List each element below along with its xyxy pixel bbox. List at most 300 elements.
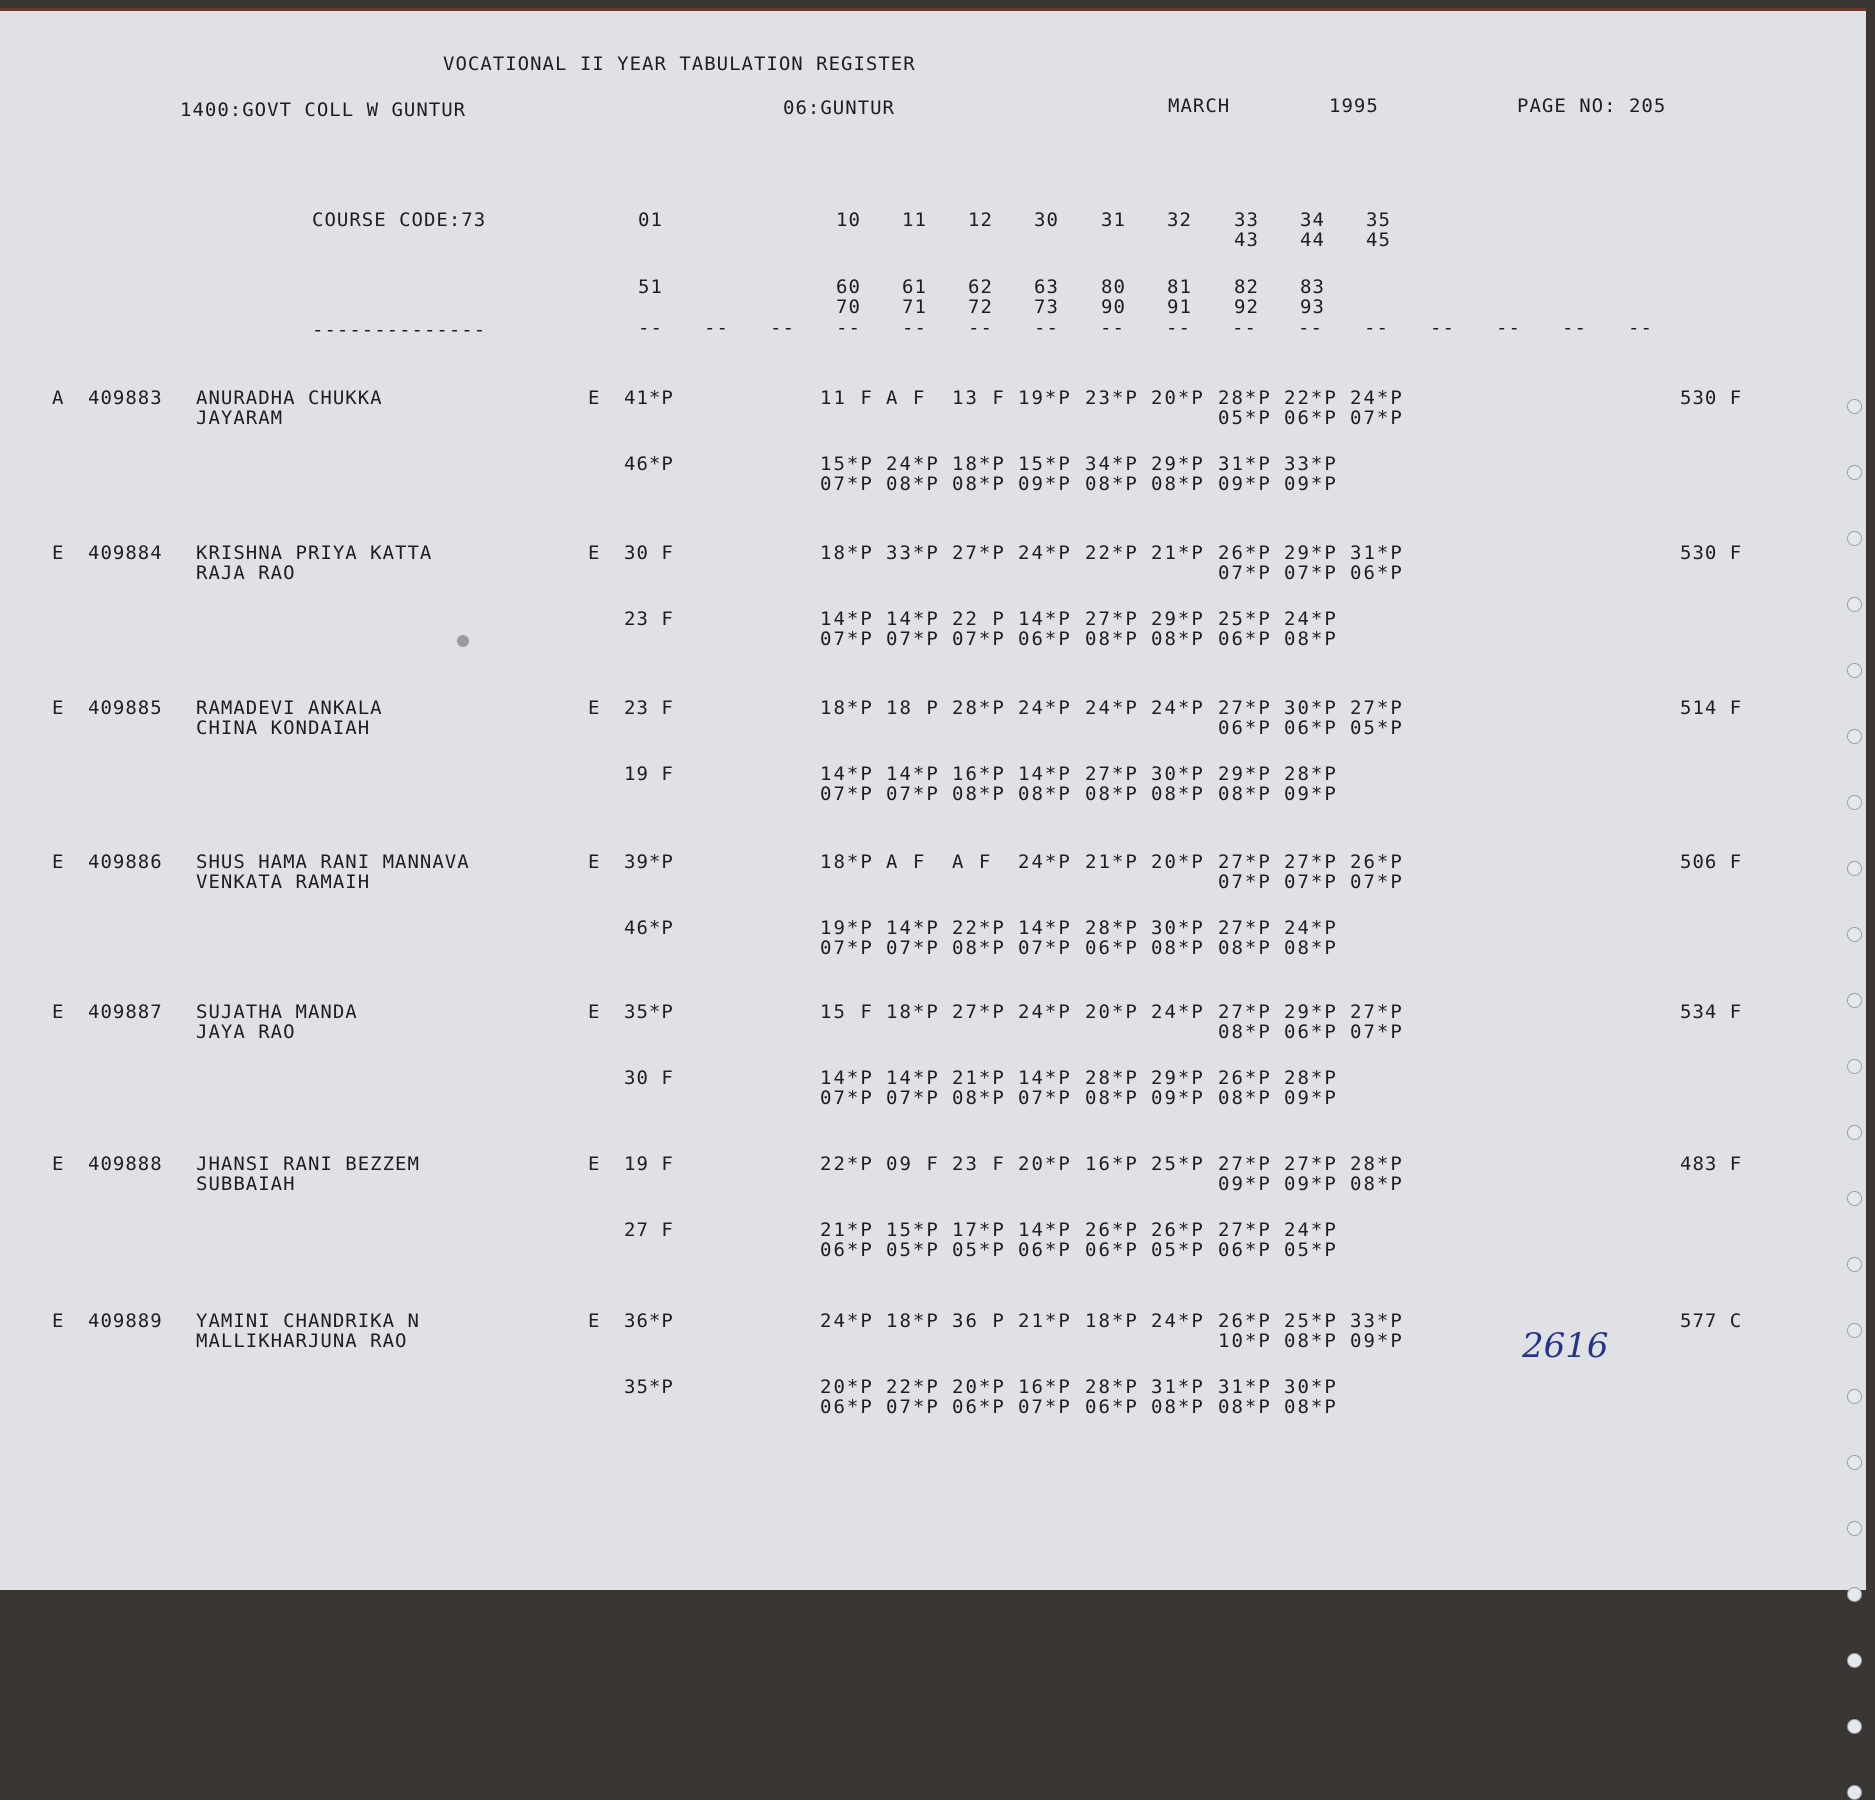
subject-mark: 14*P bbox=[820, 608, 874, 630]
subject-mark: 15*P bbox=[1018, 453, 1072, 475]
subject-mark: 28*P bbox=[1218, 387, 1272, 409]
subject-mark: 28*P bbox=[1284, 1067, 1338, 1089]
subject-mark: 26*P bbox=[1218, 1310, 1272, 1332]
feed-hole bbox=[1847, 1653, 1862, 1668]
subject-mark: 29*P bbox=[1284, 542, 1338, 564]
category-code: A bbox=[52, 387, 65, 409]
subject-mark: 14*P bbox=[1018, 763, 1072, 785]
medium-code: E bbox=[588, 387, 601, 409]
subject-mark: 30*P bbox=[1284, 697, 1338, 719]
subject-mark: 30*P bbox=[1284, 1376, 1338, 1398]
subject-mark: 08*P bbox=[952, 937, 1006, 959]
column-rule: -- bbox=[1100, 317, 1125, 339]
subject-mark: 14*P bbox=[886, 763, 940, 785]
subject-mark: 24*P bbox=[1284, 917, 1338, 939]
subject-mark: 11 F bbox=[820, 387, 874, 409]
exam-month: MARCH bbox=[1168, 95, 1231, 117]
subject-mark: 08*P bbox=[1085, 783, 1139, 805]
column-rule: -- bbox=[1628, 317, 1653, 339]
subject-mark: 33*P bbox=[886, 542, 940, 564]
subject-mark: 29*P bbox=[1151, 453, 1205, 475]
father-name: VENKATA RAMAIH bbox=[196, 871, 371, 893]
subject-mark: 07*P bbox=[886, 1087, 940, 1109]
feed-hole bbox=[1847, 399, 1862, 414]
subject-mark: 22*P bbox=[886, 1376, 940, 1398]
subject-mark: 24*P bbox=[1085, 697, 1139, 719]
subject-mark: 15*P bbox=[886, 1219, 940, 1241]
feed-hole bbox=[1847, 927, 1862, 942]
part1-code-row2: 51 bbox=[638, 276, 663, 298]
header-rule: -------------- bbox=[312, 319, 487, 341]
subject-code: 43 bbox=[1234, 229, 1259, 251]
subject-mark: 24*P bbox=[1018, 542, 1072, 564]
subject-mark: 24*P bbox=[1018, 1001, 1072, 1023]
college-code: 1400:GOVT COLL W GUNTUR bbox=[180, 99, 467, 121]
total-result: 514 F bbox=[1680, 697, 1743, 719]
subject-mark: 27*P bbox=[1284, 851, 1338, 873]
subject-mark: 27*P bbox=[1284, 1153, 1338, 1175]
subject-code: 91 bbox=[1167, 296, 1192, 318]
subject-mark: 07*P bbox=[1284, 871, 1338, 893]
subject-mark: 24*P bbox=[1350, 387, 1404, 409]
subject-mark: 27*P bbox=[1085, 763, 1139, 785]
student-name: YAMINI CHANDRIKA N bbox=[196, 1310, 420, 1332]
exam-year: 1995 bbox=[1329, 95, 1379, 117]
subject-mark: 31*P bbox=[1151, 1376, 1205, 1398]
subject-mark: 05*P bbox=[1218, 407, 1272, 429]
father-name: JAYARAM bbox=[196, 407, 284, 429]
column-rule: -- bbox=[1496, 317, 1521, 339]
subject-code: 92 bbox=[1234, 296, 1259, 318]
hall-ticket-number: 409884 bbox=[88, 542, 163, 564]
subject-code: 34 bbox=[1300, 209, 1325, 231]
hall-ticket-number: 409887 bbox=[88, 1001, 163, 1023]
subject-mark: 07*P bbox=[886, 628, 940, 650]
subject-mark: 07*P bbox=[1350, 407, 1404, 429]
hall-ticket-number: 409885 bbox=[88, 697, 163, 719]
subject-mark: 27*P bbox=[1218, 1153, 1272, 1175]
subject-mark: 14*P bbox=[886, 917, 940, 939]
subject-mark: 20*P bbox=[952, 1376, 1006, 1398]
subject-mark: 06*P bbox=[1284, 1021, 1338, 1043]
subject-mark: 29*P bbox=[1151, 1067, 1205, 1089]
handwritten-note: 2616 bbox=[1522, 1326, 1609, 1366]
student-name: KRISHNA PRIYA KATTA bbox=[196, 542, 433, 564]
part1-mark: 23 F bbox=[624, 697, 674, 719]
subject-mark: 06*P bbox=[1018, 1239, 1072, 1261]
subject-mark: 08*P bbox=[952, 473, 1006, 495]
subject-mark: 05*P bbox=[886, 1239, 940, 1261]
subject-code: 82 bbox=[1234, 276, 1259, 298]
subject-mark: 16*P bbox=[1085, 1153, 1139, 1175]
subject-mark: 08*P bbox=[1218, 937, 1272, 959]
hall-ticket-number: 409888 bbox=[88, 1153, 163, 1175]
register-title: VOCATIONAL II YEAR TABULATION REGISTER bbox=[443, 53, 916, 75]
subject-mark: 06*P bbox=[952, 1396, 1006, 1418]
column-rule: -- bbox=[836, 317, 861, 339]
subject-mark: 23 F bbox=[952, 1153, 1006, 1175]
medium-code: E bbox=[588, 851, 601, 873]
subject-mark: 28*P bbox=[1350, 1153, 1404, 1175]
subject-mark: 05*P bbox=[1151, 1239, 1205, 1261]
feed-hole bbox=[1847, 795, 1862, 810]
hall-ticket-number: 409889 bbox=[88, 1310, 163, 1332]
subject-mark: 20*P bbox=[1018, 1153, 1072, 1175]
total-result: 530 F bbox=[1680, 542, 1743, 564]
subject-code: 61 bbox=[902, 276, 927, 298]
subject-mark: 05*P bbox=[1350, 717, 1404, 739]
subject-mark: 07*P bbox=[1018, 1087, 1072, 1109]
student-name: JHANSI RANI BEZZEM bbox=[196, 1153, 420, 1175]
subject-code: 90 bbox=[1101, 296, 1126, 318]
column-rule: -- bbox=[704, 317, 729, 339]
subject-mark: 24*P bbox=[1018, 851, 1072, 873]
subject-mark: 07*P bbox=[820, 628, 874, 650]
course-code: COURSE CODE:73 bbox=[312, 209, 487, 231]
father-name: JAYA RAO bbox=[196, 1021, 296, 1043]
part1-mark: 19 F bbox=[624, 1153, 674, 1175]
subject-code: 70 bbox=[836, 296, 861, 318]
subject-mark: 05*P bbox=[952, 1239, 1006, 1261]
subject-mark: 08*P bbox=[1350, 1173, 1404, 1195]
medium-code: E bbox=[588, 542, 601, 564]
feed-hole bbox=[1847, 1125, 1862, 1140]
subject-mark: 16*P bbox=[1018, 1376, 1072, 1398]
subject-mark: 18*P bbox=[820, 851, 874, 873]
subject-mark: 08*P bbox=[886, 473, 940, 495]
subject-mark: 18*P bbox=[820, 697, 874, 719]
subject-mark: 18*P bbox=[820, 542, 874, 564]
subject-mark: A F bbox=[886, 851, 927, 873]
part1-code-row1: 01 bbox=[638, 209, 663, 231]
subject-code: 80 bbox=[1101, 276, 1126, 298]
subject-mark: 06*P bbox=[1218, 1239, 1272, 1261]
feed-hole bbox=[1847, 1521, 1862, 1536]
student-name: RAMADEVI ANKALA bbox=[196, 697, 383, 719]
subject-mark: 07*P bbox=[1350, 1021, 1404, 1043]
part1-mark: 35*P bbox=[624, 1001, 674, 1023]
subject-mark: 28*P bbox=[1085, 917, 1139, 939]
category-code: E bbox=[52, 1310, 65, 1332]
column-rule: -- bbox=[638, 317, 663, 339]
subject-mark: 07*P bbox=[886, 1396, 940, 1418]
subject-mark: 30*P bbox=[1151, 763, 1205, 785]
subject-mark: 16*P bbox=[952, 763, 1006, 785]
subject-mark: 06*P bbox=[820, 1396, 874, 1418]
subject-mark: 06*P bbox=[1350, 562, 1404, 584]
subject-code: 45 bbox=[1366, 229, 1391, 251]
subject-mark: 18*P bbox=[1085, 1310, 1139, 1332]
subject-mark: 14*P bbox=[886, 608, 940, 630]
subject-mark: 06*P bbox=[1085, 1239, 1139, 1261]
subject-mark: 08*P bbox=[1284, 1330, 1338, 1352]
column-rule: -- bbox=[1298, 317, 1323, 339]
feed-hole bbox=[1847, 1719, 1862, 1734]
subject-mark: 34*P bbox=[1085, 453, 1139, 475]
subject-mark: 15*P bbox=[820, 453, 874, 475]
part1-mark: 23 F bbox=[624, 608, 674, 630]
part1-mark: 46*P bbox=[624, 453, 674, 475]
subject-mark: 09*P bbox=[1284, 783, 1338, 805]
subject-mark: 27*P bbox=[1218, 697, 1272, 719]
subject-mark: 07*P bbox=[820, 783, 874, 805]
subject-mark: 07*P bbox=[952, 628, 1006, 650]
subject-mark: 07*P bbox=[886, 937, 940, 959]
part1-mark: 46*P bbox=[624, 917, 674, 939]
subject-mark: 14*P bbox=[820, 1067, 874, 1089]
feed-hole bbox=[1847, 1257, 1862, 1272]
subject-mark: 27*P bbox=[1350, 1001, 1404, 1023]
subject-mark: 33*P bbox=[1284, 453, 1338, 475]
father-name: MALLIKHARJUNA RAO bbox=[196, 1330, 408, 1352]
feed-hole bbox=[1847, 1059, 1862, 1074]
subject-mark: 15 F bbox=[820, 1001, 874, 1023]
subject-code: 83 bbox=[1300, 276, 1325, 298]
subject-mark: 22*P bbox=[1284, 387, 1338, 409]
subject-mark: 18*P bbox=[952, 453, 1006, 475]
subject-mark: 20*P bbox=[1151, 851, 1205, 873]
subject-mark: 21*P bbox=[952, 1067, 1006, 1089]
feed-hole bbox=[1847, 1191, 1862, 1206]
subject-mark: 28*P bbox=[1085, 1376, 1139, 1398]
subject-code: 81 bbox=[1167, 276, 1192, 298]
father-name: SUBBAIAH bbox=[196, 1173, 296, 1195]
subject-mark: 26*P bbox=[1218, 542, 1272, 564]
subject-mark: 29*P bbox=[1284, 1001, 1338, 1023]
subject-mark: 08*P bbox=[1284, 628, 1338, 650]
feed-hole bbox=[1847, 729, 1862, 744]
subject-mark: 08*P bbox=[1151, 783, 1205, 805]
subject-mark: 06*P bbox=[820, 1239, 874, 1261]
subject-mark: 08*P bbox=[1218, 783, 1272, 805]
subject-mark: 31*P bbox=[1350, 542, 1404, 564]
feed-hole bbox=[1847, 1587, 1862, 1602]
subject-mark: 27*P bbox=[1218, 1219, 1272, 1241]
ink-spot bbox=[457, 635, 469, 647]
subject-code: 12 bbox=[968, 209, 993, 231]
subject-mark: 07*P bbox=[820, 937, 874, 959]
feed-hole bbox=[1847, 1323, 1862, 1338]
subject-mark: 10*P bbox=[1218, 1330, 1272, 1352]
subject-mark: 24*P bbox=[1151, 1310, 1205, 1332]
subject-mark: 09*P bbox=[1218, 1173, 1272, 1195]
subject-mark: 24*P bbox=[820, 1310, 874, 1332]
subject-mark: 36 P bbox=[952, 1310, 1006, 1332]
subject-mark: 27*P bbox=[1218, 917, 1272, 939]
subject-mark: 25*P bbox=[1284, 1310, 1338, 1332]
hall-ticket-number: 409886 bbox=[88, 851, 163, 873]
subject-mark: 19*P bbox=[1018, 387, 1072, 409]
subject-mark: 08*P bbox=[1218, 1021, 1272, 1043]
subject-mark: 14*P bbox=[1018, 917, 1072, 939]
subject-mark: 18*P bbox=[886, 1001, 940, 1023]
subject-mark: 09*P bbox=[1284, 1173, 1338, 1195]
subject-code: 11 bbox=[902, 209, 927, 231]
subject-mark: 29*P bbox=[1151, 608, 1205, 630]
subject-mark: 07*P bbox=[1218, 562, 1272, 584]
subject-mark: 33*P bbox=[1350, 1310, 1404, 1332]
subject-mark: 06*P bbox=[1284, 407, 1338, 429]
column-rule: -- bbox=[1034, 317, 1059, 339]
page-number: PAGE NO: 205 bbox=[1517, 95, 1667, 117]
category-code: E bbox=[52, 1153, 65, 1175]
subject-mark: 08*P bbox=[952, 1087, 1006, 1109]
subject-code: 60 bbox=[836, 276, 861, 298]
feed-hole bbox=[1847, 531, 1862, 546]
district-code: 06:GUNTUR bbox=[783, 97, 895, 119]
subject-mark: 08*P bbox=[1085, 473, 1139, 495]
subject-mark: 21*P bbox=[1018, 1310, 1072, 1332]
subject-mark: 14*P bbox=[1018, 608, 1072, 630]
hall-ticket-number: 409883 bbox=[88, 387, 163, 409]
subject-mark: 21*P bbox=[1151, 542, 1205, 564]
medium-code: E bbox=[588, 697, 601, 719]
subject-mark: 26*P bbox=[1350, 851, 1404, 873]
part1-mark: 41*P bbox=[624, 387, 674, 409]
subject-mark: 07*P bbox=[1350, 871, 1404, 893]
subject-mark: 31*P bbox=[1218, 453, 1272, 475]
subject-mark: 22 P bbox=[952, 608, 1006, 630]
subject-mark: 06*P bbox=[1085, 1396, 1139, 1418]
subject-code: 71 bbox=[902, 296, 927, 318]
subject-mark: 24*P bbox=[1151, 697, 1205, 719]
student-name: SUJATHA MANDA bbox=[196, 1001, 358, 1023]
subject-mark: 07*P bbox=[1218, 871, 1272, 893]
subject-mark: 27*P bbox=[1218, 1001, 1272, 1023]
subject-mark: 06*P bbox=[1284, 717, 1338, 739]
subject-mark: 24*P bbox=[1151, 1001, 1205, 1023]
subject-code: 30 bbox=[1034, 209, 1059, 231]
subject-mark: 18 P bbox=[886, 697, 940, 719]
subject-mark: 08*P bbox=[952, 783, 1006, 805]
subject-mark: 23*P bbox=[1085, 387, 1139, 409]
subject-mark: 14*P bbox=[820, 763, 874, 785]
subject-mark: 09*P bbox=[1284, 473, 1338, 495]
subject-code: 33 bbox=[1234, 209, 1259, 231]
subject-mark: 08*P bbox=[1151, 937, 1205, 959]
column-rule: -- bbox=[968, 317, 993, 339]
column-rule: -- bbox=[1364, 317, 1389, 339]
total-result: 530 F bbox=[1680, 387, 1743, 409]
subject-mark: 25*P bbox=[1218, 608, 1272, 630]
subject-mark: 24*P bbox=[1284, 1219, 1338, 1241]
subject-mark: 30*P bbox=[1151, 917, 1205, 939]
feed-hole bbox=[1847, 1455, 1862, 1470]
subject-mark: 08*P bbox=[1018, 783, 1072, 805]
subject-mark: 14*P bbox=[1018, 1067, 1072, 1089]
subject-code: 35 bbox=[1366, 209, 1391, 231]
column-rule: -- bbox=[1166, 317, 1191, 339]
feed-hole bbox=[1847, 861, 1862, 876]
feed-hole bbox=[1847, 1785, 1862, 1800]
subject-code: 62 bbox=[968, 276, 993, 298]
subject-mark: 17*P bbox=[952, 1219, 1006, 1241]
subject-mark: 27*P bbox=[952, 542, 1006, 564]
part1-mark: 19 F bbox=[624, 763, 674, 785]
subject-mark: 19*P bbox=[820, 917, 874, 939]
subject-mark: 22*P bbox=[952, 917, 1006, 939]
subject-mark: 06*P bbox=[1218, 717, 1272, 739]
category-code: E bbox=[52, 697, 65, 719]
category-code: E bbox=[52, 542, 65, 564]
subject-mark: 07*P bbox=[1018, 1396, 1072, 1418]
medium-code: E bbox=[588, 1001, 601, 1023]
subject-mark: 28*P bbox=[1085, 1067, 1139, 1089]
subject-mark: 06*P bbox=[1218, 628, 1272, 650]
part1-mark: 39*P bbox=[624, 851, 674, 873]
subject-mark: 08*P bbox=[1151, 1396, 1205, 1418]
subject-mark: 08*P bbox=[1085, 628, 1139, 650]
student-name: ANURADHA CHUKKA bbox=[196, 387, 383, 409]
medium-code: E bbox=[588, 1153, 601, 1175]
feed-hole bbox=[1847, 1389, 1862, 1404]
subject-mark: 31*P bbox=[1218, 1376, 1272, 1398]
subject-mark: 09*P bbox=[1284, 1087, 1338, 1109]
subject-mark: 24*P bbox=[1018, 697, 1072, 719]
subject-mark: 20*P bbox=[1085, 1001, 1139, 1023]
subject-mark: 08*P bbox=[1085, 1087, 1139, 1109]
feed-hole bbox=[1847, 465, 1862, 480]
subject-mark: 09*P bbox=[1018, 473, 1072, 495]
subject-mark: 14*P bbox=[1018, 1219, 1072, 1241]
subject-mark: 07*P bbox=[886, 783, 940, 805]
subject-mark: 08*P bbox=[1218, 1087, 1272, 1109]
student-name: SHUS HAMA RANI MANNAVA bbox=[196, 851, 470, 873]
part1-mark: 35*P bbox=[624, 1376, 674, 1398]
category-code: E bbox=[52, 851, 65, 873]
subject-mark: 07*P bbox=[820, 1087, 874, 1109]
register-sheet bbox=[0, 8, 1866, 1590]
subject-code: 63 bbox=[1034, 276, 1059, 298]
subject-code: 10 bbox=[836, 209, 861, 231]
feed-hole bbox=[1847, 663, 1862, 678]
subject-mark: 22*P bbox=[1085, 542, 1139, 564]
subject-mark: 27*P bbox=[1350, 697, 1404, 719]
category-code: E bbox=[52, 1001, 65, 1023]
medium-code: E bbox=[588, 1310, 601, 1332]
subject-mark: 25*P bbox=[1151, 1153, 1205, 1175]
subject-mark: 21*P bbox=[820, 1219, 874, 1241]
subject-mark: 08*P bbox=[1151, 628, 1205, 650]
subject-mark: 08*P bbox=[1218, 1396, 1272, 1418]
subject-mark: 07*P bbox=[1284, 562, 1338, 584]
subject-mark: 09 F bbox=[886, 1153, 940, 1175]
total-result: 483 F bbox=[1680, 1153, 1743, 1175]
column-rule: -- bbox=[1232, 317, 1257, 339]
tractor-feed-holes bbox=[1842, 11, 1866, 1590]
column-rule: -- bbox=[902, 317, 927, 339]
total-result: 506 F bbox=[1680, 851, 1743, 873]
subject-mark: 13 F bbox=[952, 387, 1006, 409]
subject-mark: 29*P bbox=[1218, 763, 1272, 785]
subject-mark: 07*P bbox=[1018, 937, 1072, 959]
father-name: RAJA RAO bbox=[196, 562, 296, 584]
subject-code: 73 bbox=[1034, 296, 1059, 318]
subject-mark: 09*P bbox=[1218, 473, 1272, 495]
feed-hole bbox=[1847, 993, 1862, 1008]
subject-mark: 26*P bbox=[1218, 1067, 1272, 1089]
subject-code: 44 bbox=[1300, 229, 1325, 251]
subject-mark: 08*P bbox=[1151, 473, 1205, 495]
subject-mark: 14*P bbox=[886, 1067, 940, 1089]
part1-mark: 30 F bbox=[624, 1067, 674, 1089]
subject-mark: 06*P bbox=[1085, 937, 1139, 959]
father-name: CHINA KONDAIAH bbox=[196, 717, 371, 739]
subject-mark: 22*P bbox=[820, 1153, 874, 1175]
subject-mark: 08*P bbox=[1284, 937, 1338, 959]
subject-mark: 07*P bbox=[820, 473, 874, 495]
feed-hole bbox=[1847, 597, 1862, 612]
